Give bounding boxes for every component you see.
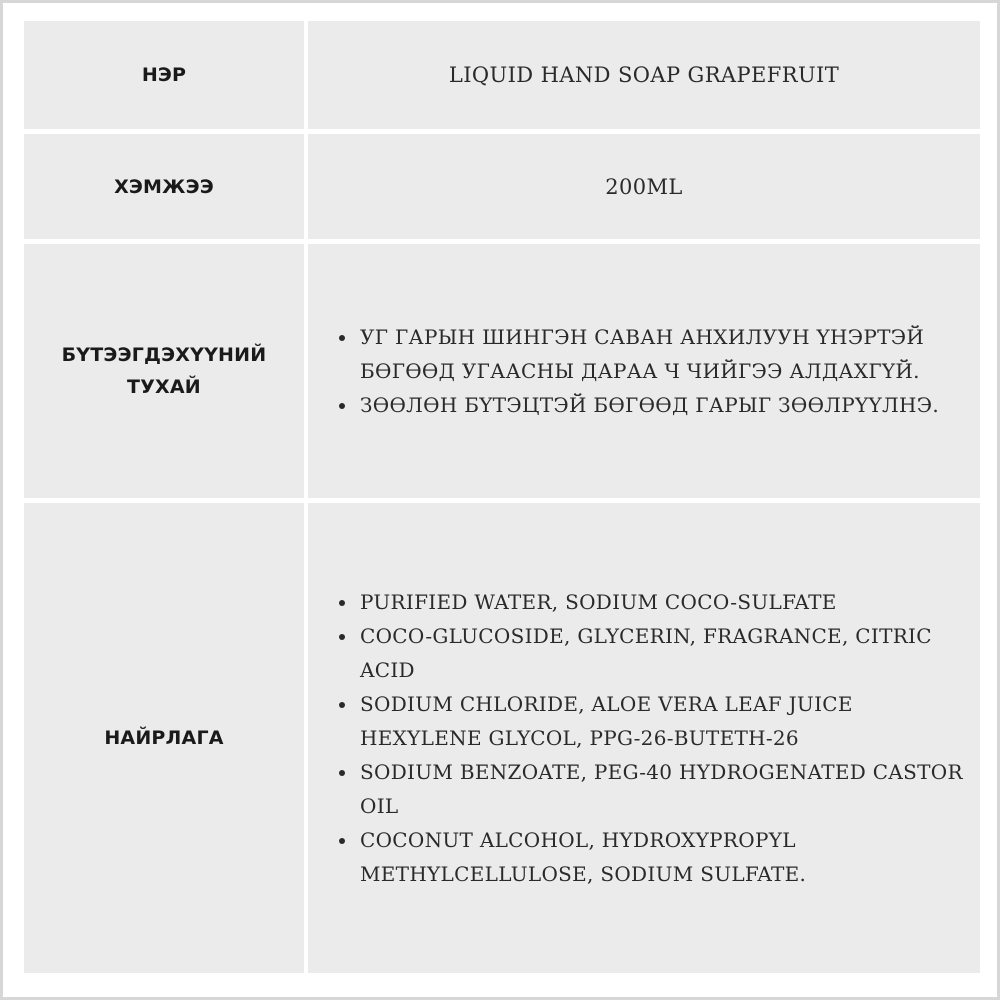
ingredients-label: НАЙРЛАГА: [104, 727, 224, 749]
size-value-cell: [308, 134, 980, 239]
product-name: LIQUID HAND SOAP GRAPEFRUIT: [448, 63, 840, 87]
list-item: • SODIUM BENZOATE, PEG-40 HYDROGENATED CASTOR OIL: [358, 755, 968, 823]
list-item: • COCO-GLUCOSIDE, GLYCERIN, FRAGRANCE, CITRIC ACID: [358, 619, 968, 687]
product-size: 200ML: [605, 174, 683, 199]
size-label: ХЭМЖЭЭ: [114, 175, 214, 198]
name-label-cell: [24, 21, 304, 129]
ingredients-list: [332, 585, 968, 891]
list-item: • УГ ГАРЫН ШИНГЭН САВАН АНХИЛУУН ҮНЭРТЭЙ БӨГӨӨД УГААСНЫ ДАРАА Ч ЧИЙГЭЭ АЛДАХГҮЙ.: [358, 320, 968, 388]
about-list: [332, 320, 968, 422]
about-value-cell: [308, 244, 980, 498]
list-item: • PURIFIED WATER, SODIUM COCO-SULFATE: [358, 585, 968, 619]
list-item: • ЗӨӨЛӨН БҮТЭЦТЭЙ БӨГӨӨД ГАРЫГ ЗӨӨЛРҮҮЛНЭ.: [358, 388, 968, 422]
about-label-line-2: ТУХАЙ: [127, 376, 201, 398]
about-label-line-1: БҮТЭЭГДЭХҮҮНИЙ: [61, 344, 267, 366]
ingredients-label-cell: [24, 503, 304, 973]
list-item: • COCONUT ALCOHOL, HYDROXYPROPYL METHYLCELLULOSE, SODIUM SULFATE.: [358, 823, 968, 891]
name-label: НЭР: [141, 64, 187, 86]
size-label-cell: [24, 134, 304, 239]
about-label-cell: [24, 244, 304, 498]
name-value-cell: [308, 21, 980, 129]
list-item: • SODIUM CHLORIDE, ALOE VERA LEAF JUICE HEXYLENE GLYCOL, PPG-26-BUTETH-26: [358, 687, 968, 755]
about-label: [62, 339, 267, 403]
product-info-table: [24, 21, 980, 977]
ingredients-value-cell: [308, 503, 980, 973]
